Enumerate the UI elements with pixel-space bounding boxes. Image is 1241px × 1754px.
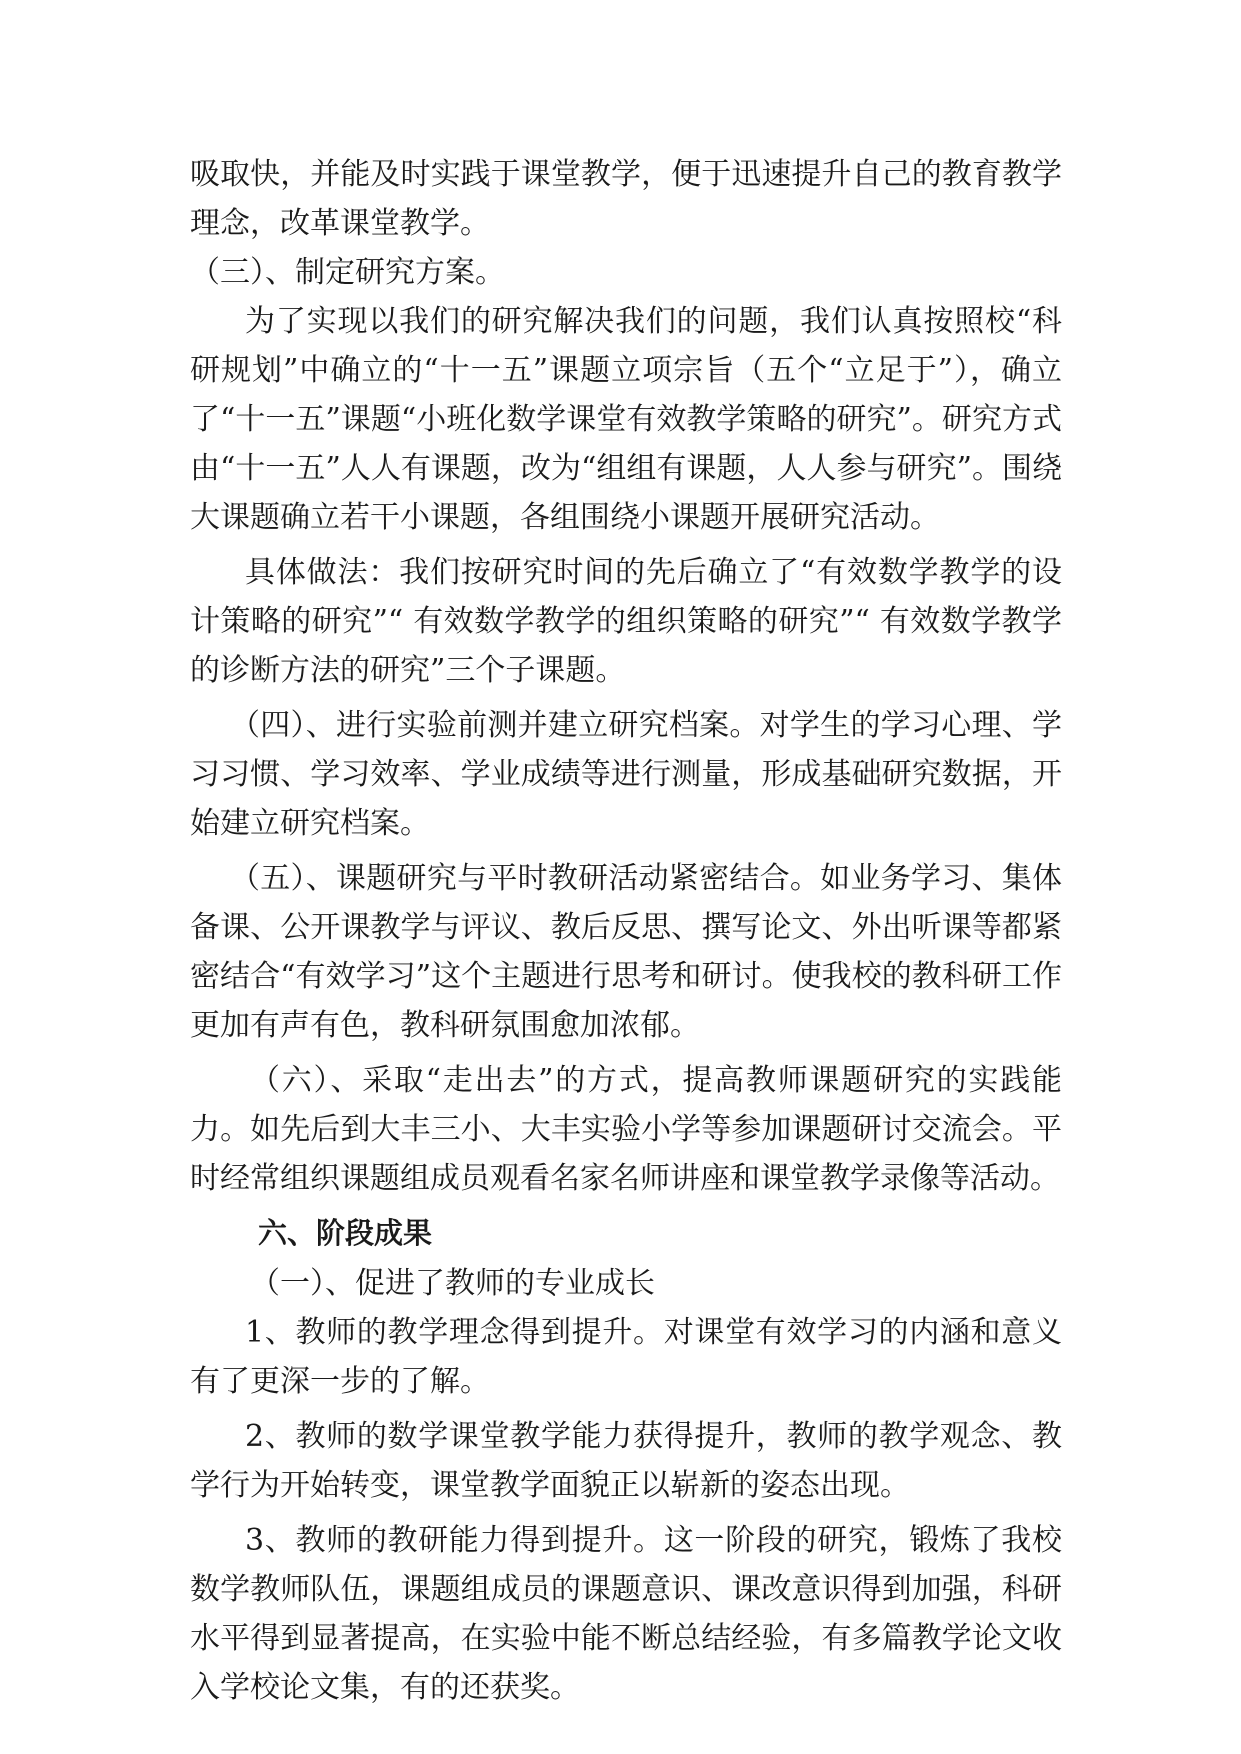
item-3-paragraph: 3、教师的教研能力得到提升。这一阶段的研究，锻炼了我校数学教师队伍，课题组成员的课题意识、课改意识得到加强，科研水平得到显著提高，在实验中能不断总结经验，有多篇教学论文收入学校论文集，有的还获奖。: [190, 1523, 1062, 1705]
heading-stage-results: 六、阶段成果: [258, 1216, 433, 1250]
section-5-paragraph: （五）、课题研究与平时教研活动紧密结合。如业务学习、集体备课、公开课教学与评议、教后反思、撰写论文、外出听课等都紧密结合“有效学习”这个主题进行思考和研讨。使我校的教科研工作更加有声有色，教科研氛围愈加浓郁。: [190, 861, 1062, 1043]
subsection-1-title: （一）、促进了教师的专业成长: [250, 1266, 655, 1301]
document-page: [190, 150, 1062, 1712]
section-6-paragraph: （六）、采取“走出去”的方式，提高教师课题研究的实践能力。如先后到大丰三小、大丰实验小学等参加课题研讨交流会。平时经常组织课题组成员观看名家名师讲座和课堂教学录像等活动。: [190, 1063, 1062, 1196]
item-2-paragraph: 2、教师的数学课堂教学能力获得提升，教师的教学观念、教学行为开始转变，课堂教学面貌正以崭新的姿态出现。: [190, 1419, 1062, 1503]
paragraph-specific-methods: 具体做法：我们按研究时间的先后确立了“有效数学教学的设计策略的研究”“ 有效数学教学的组织策略的研究”“ 有效数学教学的诊断方法的研究”三个子课题。: [190, 555, 1062, 688]
paragraph-research-plan: 为了实现以我们的研究解决我们的问题，我们认真按照校“科研规划”中确立的“十一五”课题立项宗旨（五个“立足于”），确立了“十一五”课题“小班化数学课堂有效教学策略的研究”。研究方式由“十一五”人人有课题，改为“组组有课题，人人参与研究”。围绕大课题确立若干小课题，各组围绕小课题开展研究活动。: [190, 304, 1062, 535]
paragraph-continuation: 吸取快，并能及时实践于课堂教学，便于迅速提升自己的教育教学理念，改革课堂教学。: [190, 157, 1062, 241]
section-4-paragraph: （四）、进行实验前测并建立研究档案。对学生的学习心理、学习习惯、学习效率、学业成绩等进行测量，形成基础研究数据，开始建立研究档案。: [190, 708, 1062, 841]
item-1-paragraph: 1、教师的教学理念得到提升。对课堂有效学习的内涵和意义有了更深一步的了解。: [190, 1315, 1062, 1399]
section-3-title: （三）、制定研究方案。: [190, 255, 505, 290]
